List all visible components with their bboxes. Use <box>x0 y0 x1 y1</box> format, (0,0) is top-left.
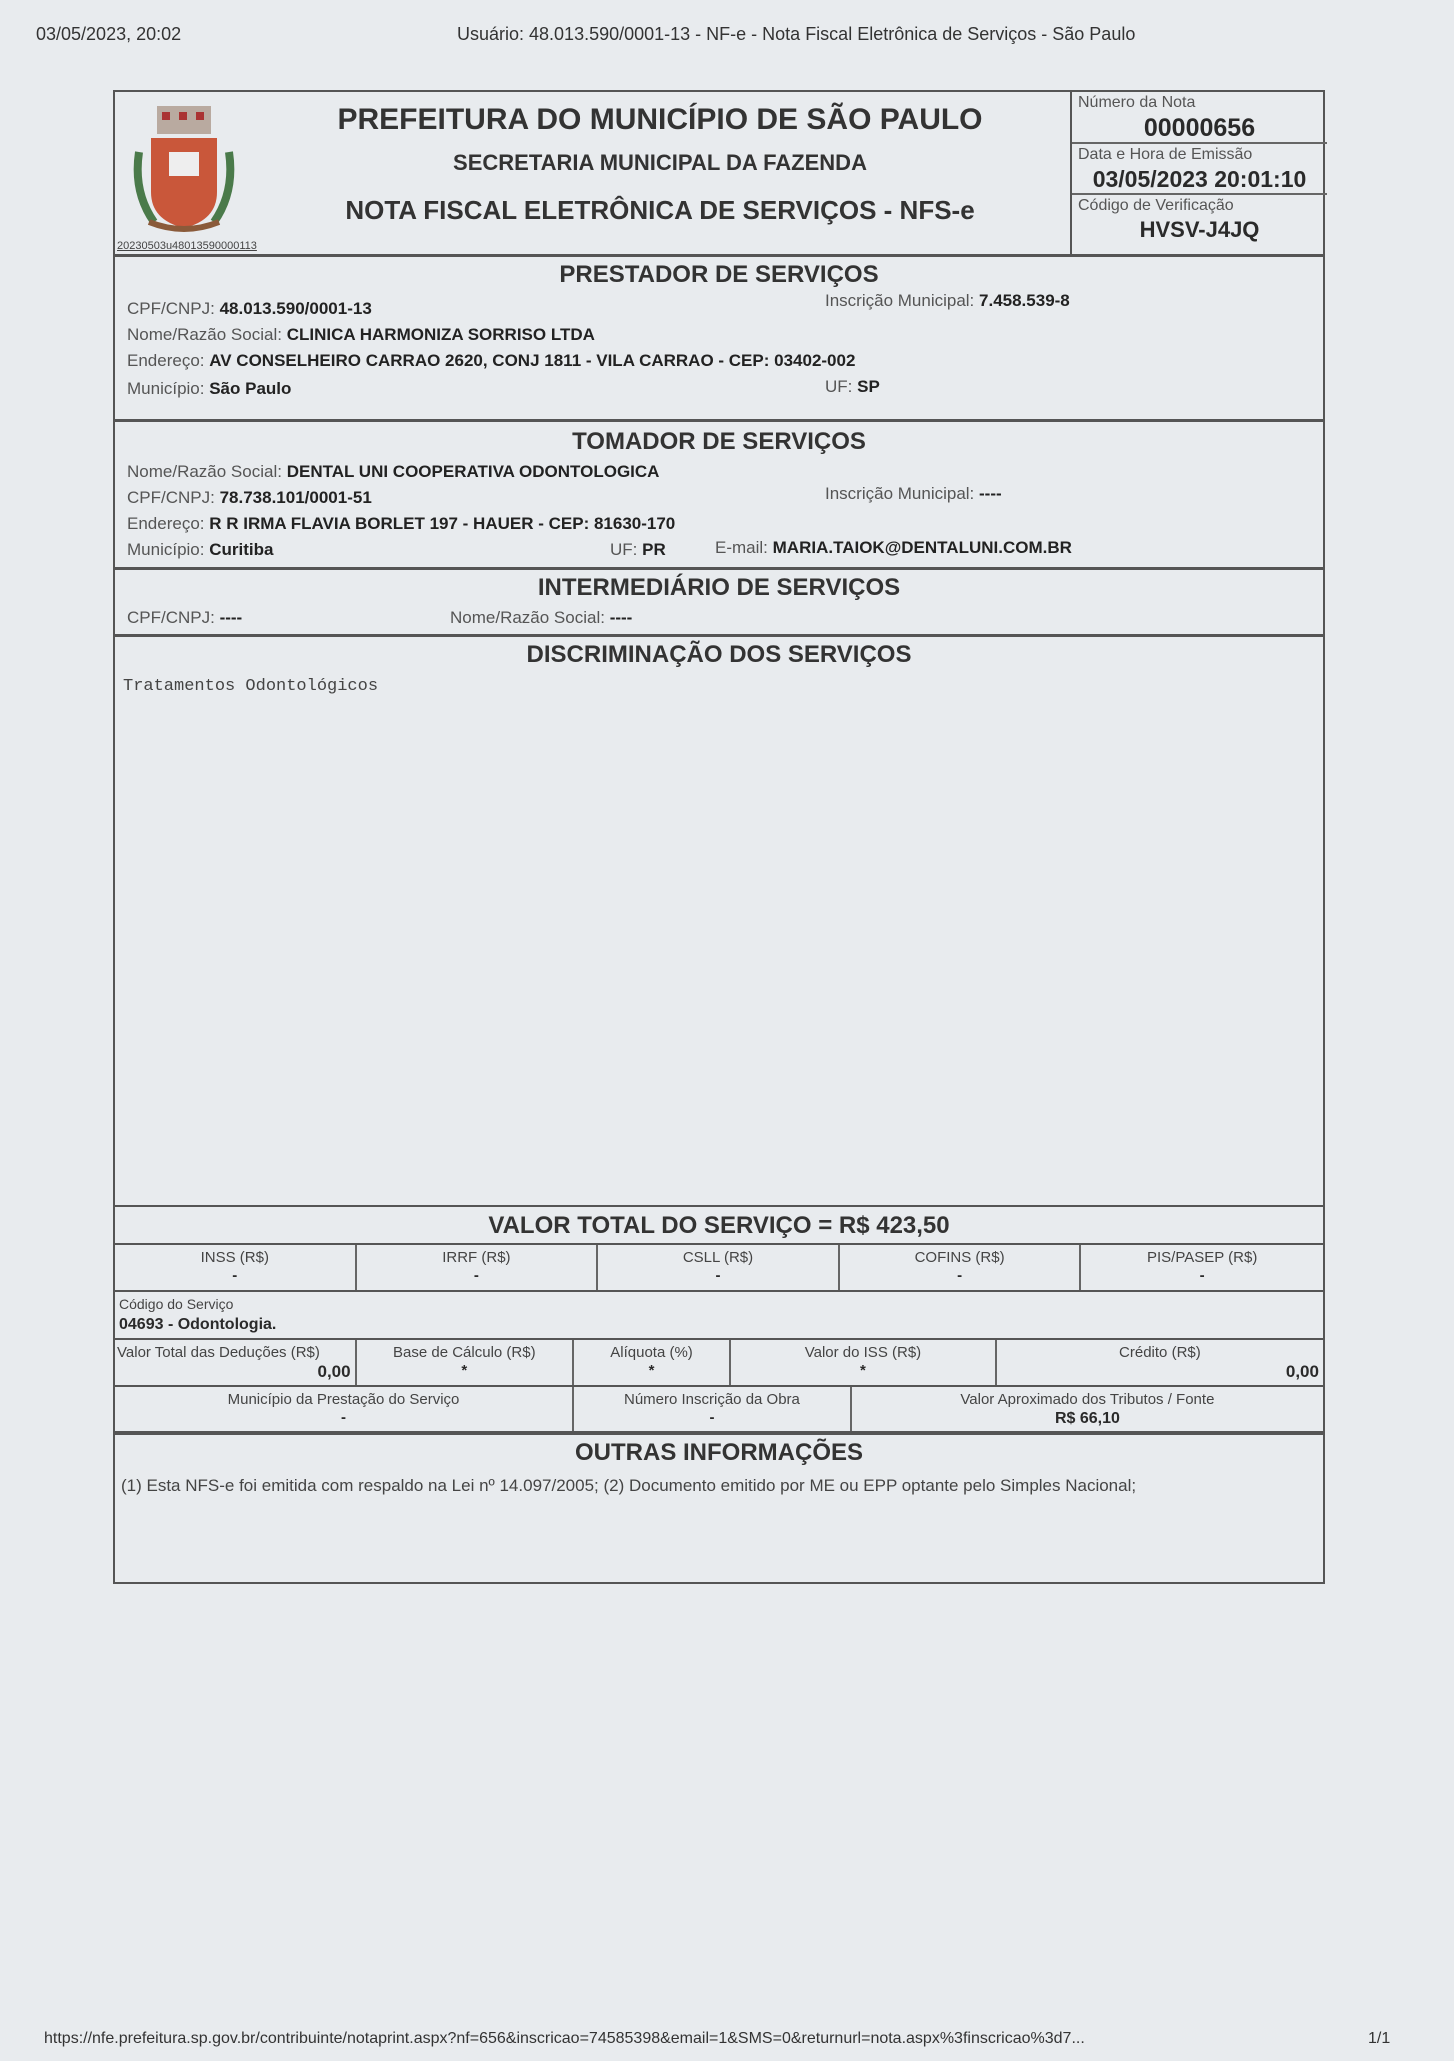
header-info-panel <box>1070 92 1327 254</box>
codigo-servico-value: 04693 - Odontologia. <box>119 1316 277 1333</box>
tomador-endereco: R R IRMA FLAVIA BORLET 197 - HAUER - CEP: 81630-170 <box>209 514 676 533</box>
deducoes-cell <box>115 1340 357 1385</box>
extra-label: Município da Prestação do Serviço <box>227 1391 460 1408</box>
valor-iss-cell <box>731 1340 997 1385</box>
calculo-row <box>115 1340 1323 1387</box>
tax-label: PIS/PASEP (R$) <box>1147 1249 1258 1266</box>
prestador-title: PRESTADOR DE SERVIÇOS <box>559 261 879 288</box>
codigo-servico-label: Código do Serviço <box>119 1296 234 1312</box>
label: UF: <box>825 377 853 396</box>
calc-value: 0,00 <box>1285 1362 1319 1381</box>
extra-label: Número Inscrição da Obra <box>623 1391 800 1408</box>
tomador-uf: PR <box>642 540 666 559</box>
print-user: Usuário: 48.013.590/0001-13 - NF-e - Nota Fiscal Eletrônica de Serviços - São Paulo <box>457 24 1136 44</box>
intermediario-nome: ---- <box>609 608 633 627</box>
prestador-municipio: São Paulo <box>209 379 292 398</box>
tax-value: - <box>1199 1267 1205 1284</box>
tomador-email: MARIA.TAIOK@DENTALUNI.COM.BR <box>772 538 1072 557</box>
codigo-label: Código de Verificação <box>1078 197 1234 214</box>
municipio-prestacao-cell <box>115 1387 574 1431</box>
tax-label: COFINS (R$) <box>914 1249 1005 1266</box>
data-emissao: 03/05/2023 20:01:10 <box>1072 166 1327 195</box>
prestador-endereco: AV CONSELHEIRO CARRAO 2620, CONJ 1811 - VILA CARRAO - CEP: 03402-002 <box>209 351 856 370</box>
tax-label: IRRF (R$) <box>442 1249 511 1266</box>
intermediario-cnpj: ---- <box>219 608 243 627</box>
tax-cell-pis <box>1081 1245 1323 1290</box>
codigo-verificacao: HVSV-J4JQ <box>1139 217 1260 242</box>
valor-total-row <box>115 1207 1323 1245</box>
calc-value: * <box>461 1362 468 1379</box>
inscricao-obra-cell <box>574 1387 852 1431</box>
tax-cell-irrf <box>357 1245 599 1290</box>
prestador-nome: CLINICA HARMONIZA SORRISO LTDA <box>286 325 595 344</box>
calc-value: * <box>860 1362 866 1379</box>
calc-label: Valor Total das Deduções (R$) <box>117 1344 320 1361</box>
extra-value: - <box>709 1409 715 1426</box>
discriminacao-text: Tratamentos Odontológicos <box>123 677 379 696</box>
secretaria-subtitle: SECRETARIA MUNICIPAL DA FAZENDA <box>453 150 867 175</box>
codigo-servico-row <box>115 1292 1323 1340</box>
tax-cell-cofins <box>840 1245 1082 1290</box>
tax-value: - <box>957 1267 963 1284</box>
tomador-section <box>115 422 1323 570</box>
outras-text: (1) Esta NFS-e foi emitida com respaldo na Lei nº 14.097/2005; (2) Documento emitido por ME ou EPP optante pelo Simples Nacional; <box>121 1476 1137 1495</box>
extra-row <box>115 1387 1323 1435</box>
tax-value: - <box>232 1267 238 1284</box>
intermediario-title: INTERMEDIÁRIO DE SERVIÇOS <box>537 574 901 601</box>
label: E-mail: <box>715 538 768 557</box>
label: UF: <box>610 540 638 559</box>
intermediario-section <box>115 570 1323 637</box>
calc-label: Base de Cálculo (R$) <box>393 1344 536 1361</box>
label: Município: <box>127 540 205 559</box>
outras-title: OUTRAS INFORMAÇÕES <box>575 1439 863 1466</box>
tax-label: INSS (R$) <box>200 1249 269 1266</box>
calc-value: 0,00 <box>317 1362 351 1381</box>
label: Município: <box>127 379 205 398</box>
label: Nome/Razão Social: <box>127 325 282 344</box>
label: Nome/Razão Social: <box>127 462 282 481</box>
data-label: Data e Hora de Emissão <box>1078 146 1253 163</box>
calc-label: Crédito (R$) <box>1119 1344 1201 1361</box>
prefeitura-title: PREFEITURA DO MUNICÍPIO DE SÃO PAULO <box>337 103 983 136</box>
credito-cell <box>997 1340 1323 1385</box>
outras-section <box>115 1435 1323 1584</box>
print-datetime: 03/05/2023, 20:02 <box>36 24 182 44</box>
base-calculo-cell <box>357 1340 574 1385</box>
nfse-document <box>113 90 1325 1584</box>
prestador-im: 7.458.539-8 <box>979 291 1070 310</box>
label: CPF/CNPJ: <box>127 608 215 627</box>
label: CPF/CNPJ: <box>127 488 215 507</box>
tributos-cell <box>852 1387 1323 1431</box>
numero-nota: 00000656 <box>1072 114 1327 144</box>
tax-cell-csll <box>598 1245 840 1290</box>
aliquota-cell <box>574 1340 731 1385</box>
prestador-section <box>115 257 1323 422</box>
tomador-nome: DENTAL UNI COOPERATIVA ODONTOLOGICA <box>286 462 660 481</box>
calc-label: Valor do ISS (R$) <box>804 1344 922 1361</box>
label: CPF/CNPJ: <box>127 299 215 318</box>
numero-label: Número da Nota <box>1078 94 1196 111</box>
calc-value: * <box>648 1362 655 1379</box>
calc-label: Alíquota (%) <box>610 1344 693 1361</box>
document-title: NOTA FISCAL ELETRÔNICA DE SERVIÇOS - NFS-e <box>345 195 975 225</box>
label: Endereço: <box>127 351 205 370</box>
label: Nome/Razão Social: <box>450 608 605 627</box>
prestador-cnpj: 48.013.590/0001-13 <box>219 299 372 318</box>
label: Inscrição Municipal: <box>825 291 975 310</box>
valor-total: VALOR TOTAL DO SERVIÇO = R$ 423,50 <box>488 1212 950 1239</box>
barcode-text: 20230503u48013590000113 <box>117 240 257 252</box>
label: Endereço: <box>127 514 205 533</box>
print-url: https://nfe.prefeitura.sp.gov.br/contribuinte/notaprint.aspx?nf=656&inscricao=74585398&email=1&SMS=0&returnurl=nota.aspx%3finscricao%3d7... <box>44 2030 1085 2047</box>
tax-label: CSLL (R$) <box>682 1249 754 1266</box>
tomador-municipio: Curitiba <box>209 540 274 559</box>
extra-value: R$ 66,10 <box>1054 1410 1120 1427</box>
tax-cell-inss <box>115 1245 357 1290</box>
tax-value: - <box>715 1267 721 1284</box>
label: Inscrição Municipal: <box>825 484 975 503</box>
print-page: 1/1 <box>1368 2030 1391 2047</box>
tomador-im: ---- <box>979 484 1002 503</box>
tomador-cnpj: 78.738.101/0001-51 <box>219 488 372 507</box>
taxes-row <box>115 1245 1323 1292</box>
header-section <box>115 92 1323 257</box>
prestador-uf: SP <box>857 377 880 396</box>
extra-label: Valor Aproximado dos Tributos / Fonte <box>960 1391 1215 1408</box>
tax-value: - <box>473 1267 479 1284</box>
discriminacao-section <box>115 637 1323 1207</box>
discriminacao-title: DISCRIMINAÇÃO DOS SERVIÇOS <box>526 641 912 668</box>
extra-value: - <box>341 1409 347 1426</box>
tomador-title: TOMADOR DE SERVIÇOS <box>572 428 866 455</box>
coat-of-arms-logo <box>129 102 239 237</box>
